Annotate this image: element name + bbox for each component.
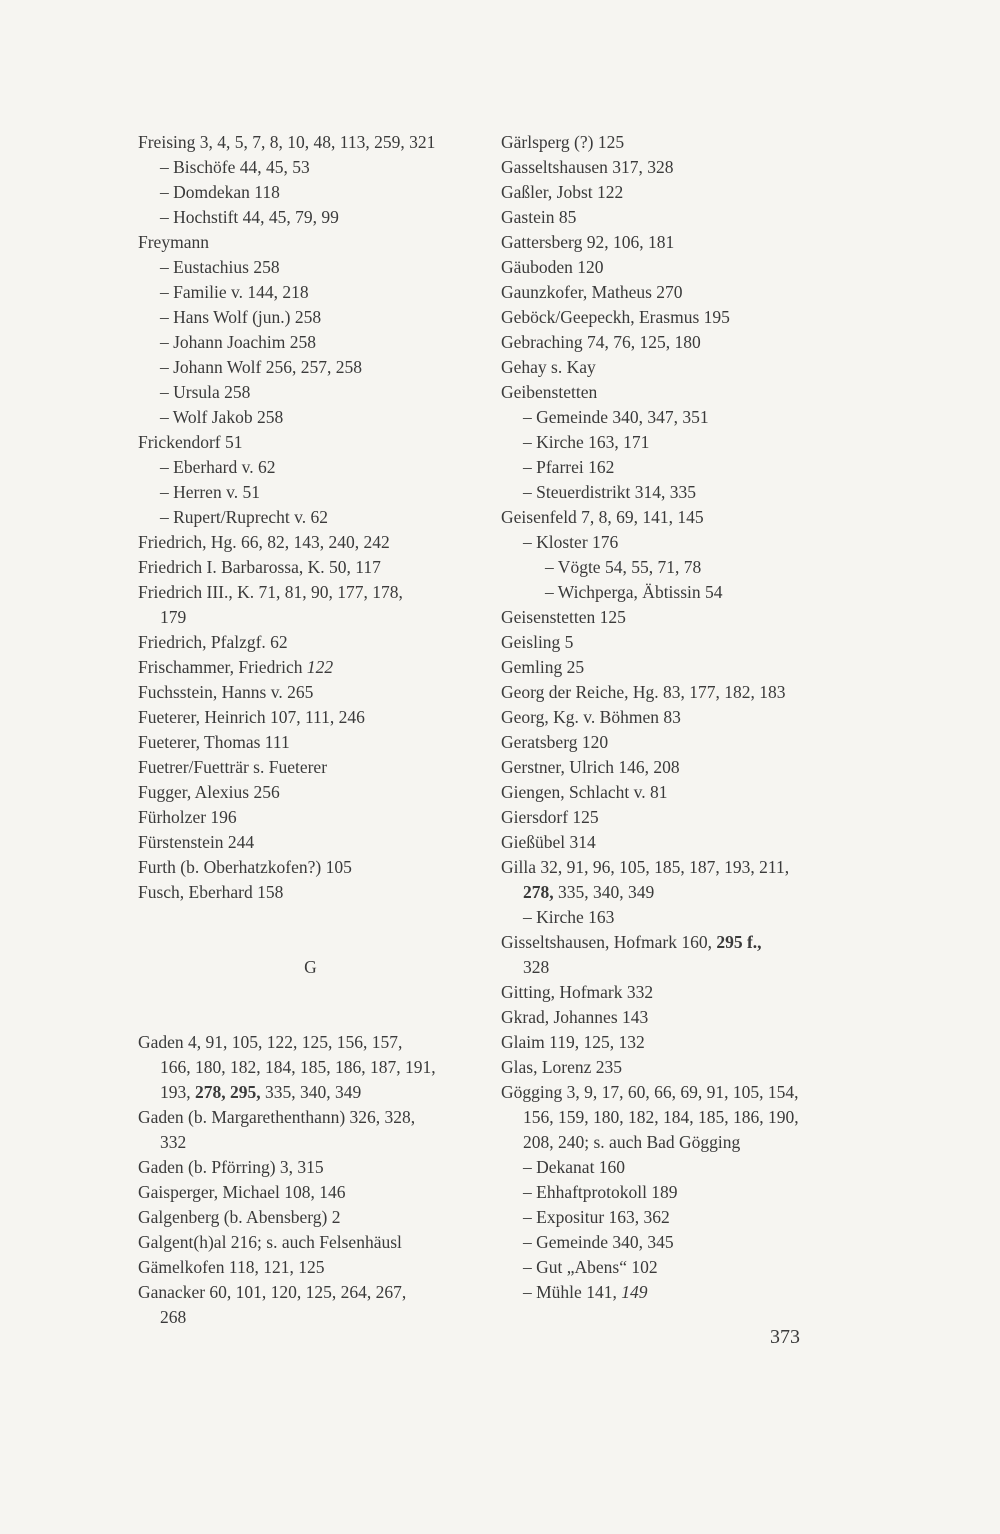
bold-page-ref: 295, [230,1082,261,1102]
index-entry: Fueterer, Thomas 111 [138,732,290,752]
bold-page-ref: 278, [523,882,554,902]
index-subentry: – Gemeinde 340, 347, 351 [523,407,709,427]
index-subentry: – Kloster 176 [523,532,619,552]
index-entry: Gkrad, Johannes 143 [501,1007,649,1027]
index-entry: Friedrich III., K. 71, 81, 90, 177, 178, [138,582,403,602]
index-entry: Geisling 5 [501,632,574,652]
index-entry-continuation: 156, 159, 180, 182, 184, 185, 186, 190, [523,1107,799,1127]
index-entry: Geböck/Geepeckh, Erasmus 195 [501,307,730,327]
index-entry: Geisenfeld 7, 8, 69, 141, 145 [501,507,704,527]
index-subentry: – Bischöfe 44, 45, 53 [160,157,310,177]
index-entry: Geibenstetten [501,382,598,402]
index-entry: Furth (b. Oberhatzkofen?) 105 [138,857,352,877]
index-entry: Gaden (b. Pförring) 3, 315 [138,1157,324,1177]
entry-text: Frischammer, Friedrich [138,657,303,677]
index-entry-continuation: 166, 180, 182, 184, 185, 186, 187, 191, [160,1057,436,1077]
italic-page-ref: 122 [306,657,334,677]
index-entry: Glas, Lorenz 235 [501,1057,623,1077]
index-entry-continuation: 328 [523,957,550,977]
index-subentry: – Johann Wolf 256, 257, 258 [160,357,362,377]
index-entry: Frickendorf 51 [138,432,243,452]
index-entry: Gögging 3, 9, 17, 60, 66, 69, 91, 105, 154, [501,1082,799,1102]
index-entry: Fuchsstein, Hanns v. 265 [138,682,314,702]
index-entry: Gaunzkofer, Matheus 270 [501,282,683,302]
index-subentry: – Herren v. 51 [160,482,260,502]
index-entry: Gemling 25 [501,657,585,677]
index-subentry: – Rupert/Ruprecht v. 62 [160,507,329,527]
index-entry: Gämelkofen 118, 121, 125 [138,1257,325,1277]
index-entry: Gäuboden 120 [501,257,604,277]
index-entry: Gitting, Hofmark 332 [501,982,654,1002]
index-entry: Fusch, Eberhard 158 [138,882,284,902]
index-entry: Friedrich I. Barbarossa, K. 50, 117 [138,557,381,577]
index-subentry: – Ehhaftprotokoll 189 [523,1182,678,1202]
index-subentry: – Gemeinde 340, 345 [523,1232,674,1252]
index-subentry: – Gut „Abens“ 102 [523,1257,658,1277]
index-entry-continuation: 268 [160,1307,187,1327]
section-spacer [138,980,483,1030]
entry-text: 335, 340, 349 [558,882,655,902]
index-entry: Fuetrer/Fuetträr s. Fueterer [138,757,328,777]
index-entry: Giengen, Schlacht v. 81 [501,782,668,802]
index-entry: Freising 3, 4, 5, 7, 8, 10, 48, 113, 259, 321 [138,132,436,152]
index-entry-continuation: 332 [160,1132,187,1152]
index-entry: Gießübel 314 [501,832,596,852]
index-subentry: – Expositur 163, 362 [523,1207,670,1227]
index-entry-continuation [501,880,846,905]
index-entry: Glaim 119, 125, 132 [501,1032,645,1052]
index-entry: Fugger, Alexius 256 [138,782,280,802]
index-entry: Galgent(h)al 216; s. auch Felsenhäusl [138,1232,402,1252]
section-letter-heading: G [304,957,317,977]
index-entry: Georg, Kg. v. Böhmen 83 [501,707,681,727]
index-subentry: – Eberhard v. 62 [160,457,276,477]
index-entry: Ganacker 60, 101, 120, 125, 264, 267, [138,1282,407,1302]
index-subentry: – Steuerdistrikt 314, 335 [523,482,697,502]
index-entry-continuation [138,1080,483,1105]
index-entry: Freymann [138,232,209,252]
index-column-left [138,130,483,1330]
index-subsubentry: – Vögte 54, 55, 71, 78 [545,557,702,577]
index-subentry: – Eustachius 258 [160,257,280,277]
index-subentry: – Hans Wolf (jun.) 258 [160,307,322,327]
index-entry: Gilla 32, 91, 96, 105, 185, 187, 193, 211, [501,857,790,877]
index-entry: Gaisperger, Michael 108, 146 [138,1182,346,1202]
index-entry-continuation: 179 [160,607,187,627]
index-entry [138,655,483,680]
index-entry: Gerstner, Ulrich 146, 208 [501,757,680,777]
index-subentry: – Pfarrei 162 [523,457,615,477]
index-subentry: – Wolf Jakob 258 [160,407,284,427]
entry-text: Gisseltshausen, Hofmark 160, [501,932,712,952]
index-subentry: – Ursula 258 [160,382,251,402]
bold-page-ref: 295 f., [716,932,762,952]
index-subentry: – Johann Joachim 258 [160,332,317,352]
entry-text: 335, 340, 349 [265,1082,362,1102]
index-entry: Gaden 4, 91, 105, 122, 125, 156, 157, [138,1032,403,1052]
page-number: 373 [770,1326,800,1348]
index-subentry: – Hochstift 44, 45, 79, 99 [160,207,339,227]
index-entry: Fürholzer 196 [138,807,237,827]
italic-page-ref: 149 [621,1282,648,1302]
index-entry: Gasseltshausen 317, 328 [501,157,674,177]
index-entry: Galgenberg (b. Abensberg) 2 [138,1207,341,1227]
index-entry: Gärlsperg (?) 125 [501,132,625,152]
section-spacer [138,905,483,955]
index-entry: Friedrich, Pfalzgf. 62 [138,632,288,652]
entry-text: 193, [160,1082,191,1102]
index-subentry: – Dekanat 160 [523,1157,626,1177]
index-subentry: – Kirche 163, 171 [523,432,650,452]
index-subentry: – Domdekan 118 [160,182,280,202]
index-entry: Geisenstetten 125 [501,607,626,627]
index-entry: Gaden (b. Margarethenthann) 326, 328, [138,1107,416,1127]
index-entry: Gastein 85 [501,207,577,227]
index-entry-continuation: 208, 240; s. auch Bad Gögging [523,1132,741,1152]
index-subentry: – Familie v. 144, 218 [160,282,309,302]
index-entry [501,930,846,955]
index-entry: Gaßler, Jobst 122 [501,182,624,202]
index-entry: Giersdorf 125 [501,807,599,827]
index-subentry [501,1280,846,1305]
entry-text: – Mühle 141, [523,1282,617,1302]
index-entry: Friedrich, Hg. 66, 82, 143, 240, 242 [138,532,390,552]
index-entry: Geratsberg 120 [501,732,609,752]
bold-page-ref: 278, [195,1082,226,1102]
index-entry: Fueterer, Heinrich 107, 111, 246 [138,707,365,727]
index-entry: Gattersberg 92, 106, 181 [501,232,675,252]
index-entry: Gebraching 74, 76, 125, 180 [501,332,701,352]
index-entry: Georg der Reiche, Hg. 83, 177, 182, 183 [501,682,786,702]
index-column-right [501,130,846,1305]
index-subentry: – Kirche 163 [523,907,615,927]
index-entry: Fürstenstein 244 [138,832,255,852]
index-entry: Gehay s. Kay [501,357,596,377]
index-subsubentry: – Wichperga, Äbtissin 54 [545,582,723,602]
